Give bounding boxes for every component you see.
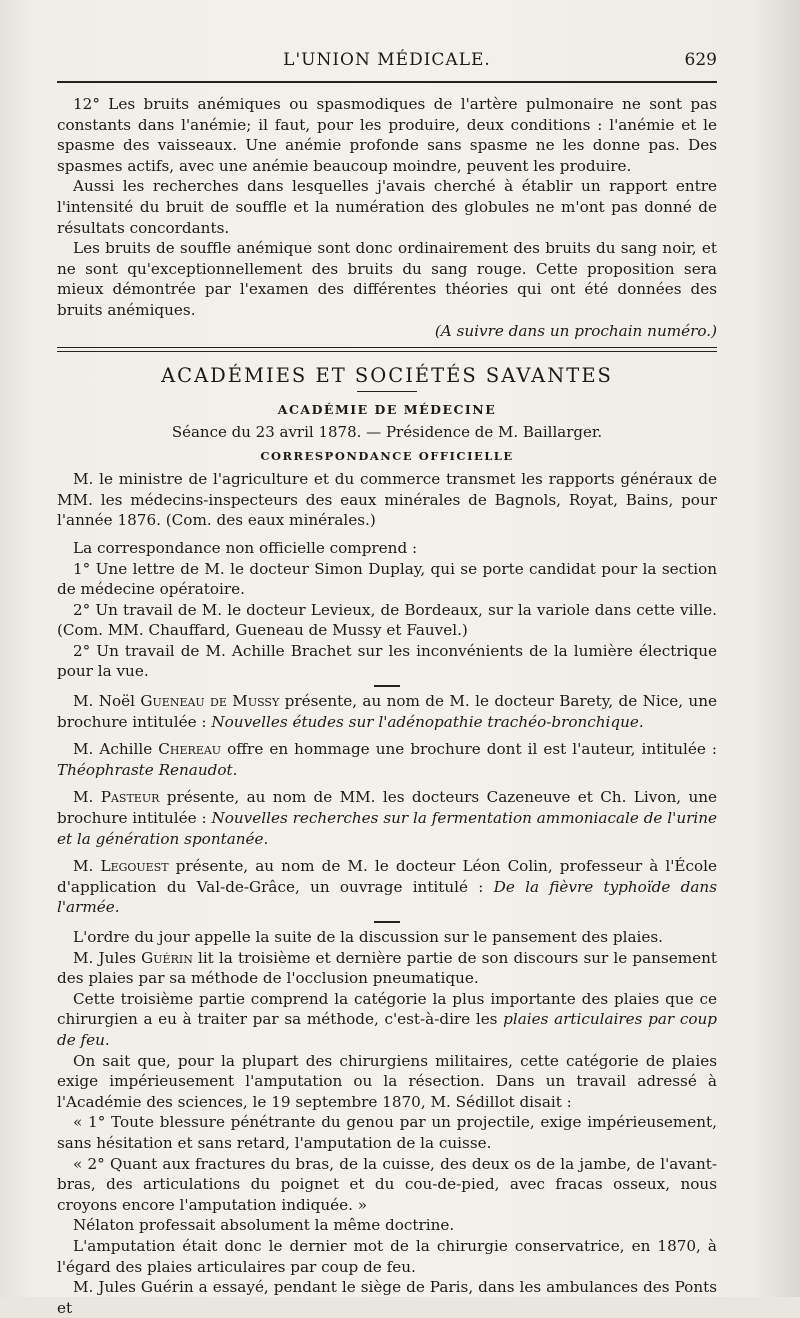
person-name: Gueneau de Mussy xyxy=(140,692,280,711)
section-short-rule xyxy=(357,391,417,392)
running-header xyxy=(57,50,717,74)
section-title: ACADÉMIES ET SOCIÉTÉS SAVANTES xyxy=(161,364,613,388)
paragraph-siege-paris: M. Jules Guérin a essayé, pendant le siège de Paris, dans les ambulances des Ponts et xyxy=(57,1278,717,1317)
person-name: Pasteur xyxy=(100,788,160,807)
book-title: Nouvelles études sur l'adénopathie trachéo-bronchique. xyxy=(211,712,644,731)
paragraph-pasteur: M. Pasteur présente, au nom de MM. les docteurs Cazeneuve et Ch. Livon, une brochure intitulée : Nouvelles recherches sur la fermentation ammoniacale de l'urine et la génération spontanée. xyxy=(57,788,717,848)
book-title: Théophraste Renaudot. xyxy=(57,760,238,779)
academy-heading: ACADÉMIE DE MÉDECINE xyxy=(277,402,497,418)
paragraph-duplay: 1° Une lettre de M. le docteur Simon Duplay, qui se porte candidat pour la section de médecine opératoire. xyxy=(57,559,717,599)
paragraph-correspondance: La correspondance non officielle comprend : xyxy=(73,538,418,557)
quote-sedillot-1: « 1° Toute blessure pénétrante du genou par un projectile, exige impérieusement, sans hésitation et sans retard, l'amputation de la cuisse. xyxy=(57,1113,717,1152)
book-title: De la fièvre typhoïde dans l'armée. xyxy=(57,877,717,917)
journal-title: L'UNION MÉDICALE. xyxy=(283,50,491,70)
paragraph-bruits-souffle: Les bruits de souffle anémique sont donc ordinairement des bruits du sang noir, et ne sont qu'exceptionnellement des bruits du sang rouge. Cette proposition sera mieux démontrée par l'examen des différentes théories qui ont été données des bruits anémiques. xyxy=(57,239,717,319)
paragraph-guerin: M. Jules Guérin lit la troisième et dernière partie de son discours sur le pansement des plaies par sa méthode de l'occlusion pneumatique. xyxy=(57,948,718,988)
paragraph-ministre: M. le ministre de l'agriculture et du commerce transmet les rapports généraux de MM. les médecins-inspecteurs des eaux minérales de Bagnols, Royat, Bains, pour l'année 1876. (Com. des eaux minérales.) xyxy=(57,470,717,530)
header-rule xyxy=(57,81,717,83)
paragraph-nelaton: Nélaton professait absolument la même doctrine. xyxy=(73,1216,455,1235)
page-number: 629 xyxy=(684,50,717,70)
separator-rule xyxy=(374,921,400,923)
quote-sedillot-2: « 2° Quant aux fractures du bras, de la cuisse, des deux os de la jambe, de l'avant-bras, des articulations du poignet et du cou-de-pied, avec fracas osseux, nous croyons encore l'amputation indiquée. » xyxy=(57,1154,717,1214)
article-column xyxy=(57,94,717,1318)
person-name: Legouest xyxy=(100,857,169,876)
paragraph-brachet: 2° Un travail de M. Achille Brachet sur les inconvénients de la lumière électrique pour la vue. xyxy=(57,641,717,681)
paragraph-ordre-du-jour: L'ordre du jour appelle la suite de la discussion sur le pansement des plaies. xyxy=(73,928,663,946)
paragraph-troisieme-partie: Cette troisième partie comprend la catégorie la plus importante des plaies que ce chirurgien a eu à traiter par sa méthode, c'est-à-dire les plaies articulaires par coup de feu. xyxy=(57,989,717,1049)
paragraph-chirurgiens-militaires: On sait que, pour la plupart des chirurgiens militaires, cette catégorie de plaies exige impérieusement l'amputation ou la résection. Dans un travail adressé à l'Académie des sciences, le 19 septembre 1870, M. Sédillot disait : xyxy=(57,1051,717,1111)
paragraph-levieux: 2° Un travail de M. le docteur Levieux, de Bordeaux, sur la variole dans cette ville. (Com. MM. Chauffard, Gueneau de Mussy et Fauvel.) xyxy=(57,600,717,640)
person-name: Chereau xyxy=(158,740,222,759)
paragraph-chereau: M. Achille Chereau offre en hommage une brochure dont il est l'auteur, intitulée : Théophraste Renaudot. xyxy=(57,740,717,779)
person-name: Guérin xyxy=(141,948,193,967)
paragraph-legouest: M. Legouest présente, au nom de M. le docteur Léon Colin, professeur à l'École d'application du Val-de-Grâce, un ouvrage intitulé : De la fièvre typhoïde dans l'armée. xyxy=(57,857,717,917)
section-double-rule xyxy=(57,347,717,352)
separator-rule xyxy=(374,685,400,687)
paragraph-recherches: Aussi les recherches dans lesquelles j'avais cherché à établir un rapport entre l'intensité du bruit de souffle et la numération des globules ne m'ont pas donné de résultats concordants. xyxy=(57,177,717,237)
paragraph-amputation: L'amputation était donc le dernier mot de la chirurgie conservatrice, en 1870, à l'égard des plaies articulaires par coup de feu. xyxy=(57,1236,717,1276)
paragraph-conclusion-12: 12° Les bruits anémiques ou spasmodiques de l'artère pulmonaire ne sont pas constants dans l'anémie; il faut, pour les produire, deux conditions : l'anémie et le spasme des vaisseaux. Une anémie profonde sans spasme ne les donne pas. Des spasmes actifs, avec une anémie beaucoup moindre, peuvent les produire. xyxy=(57,95,717,175)
seance-line: Séance du 23 avril 1878. — Présidence de M. Baillarger. xyxy=(171,423,603,442)
continued-note: (A suivre dans un prochain numéro.) xyxy=(434,321,717,340)
paragraph-gueneau: M. Noël Gueneau de Mussy présente, au nom de M. le docteur Barety, de Nice, une brochure intitulée : Nouvelles études sur l'adénopathie trachéo-bronchique. xyxy=(57,692,717,731)
correspondence-heading: CORRESPONDANCE OFFICIELLE xyxy=(260,449,514,464)
book-title: Nouvelles recherches sur la fermentation ammoniacale de l'urine et la génération spontanée. xyxy=(57,809,717,848)
